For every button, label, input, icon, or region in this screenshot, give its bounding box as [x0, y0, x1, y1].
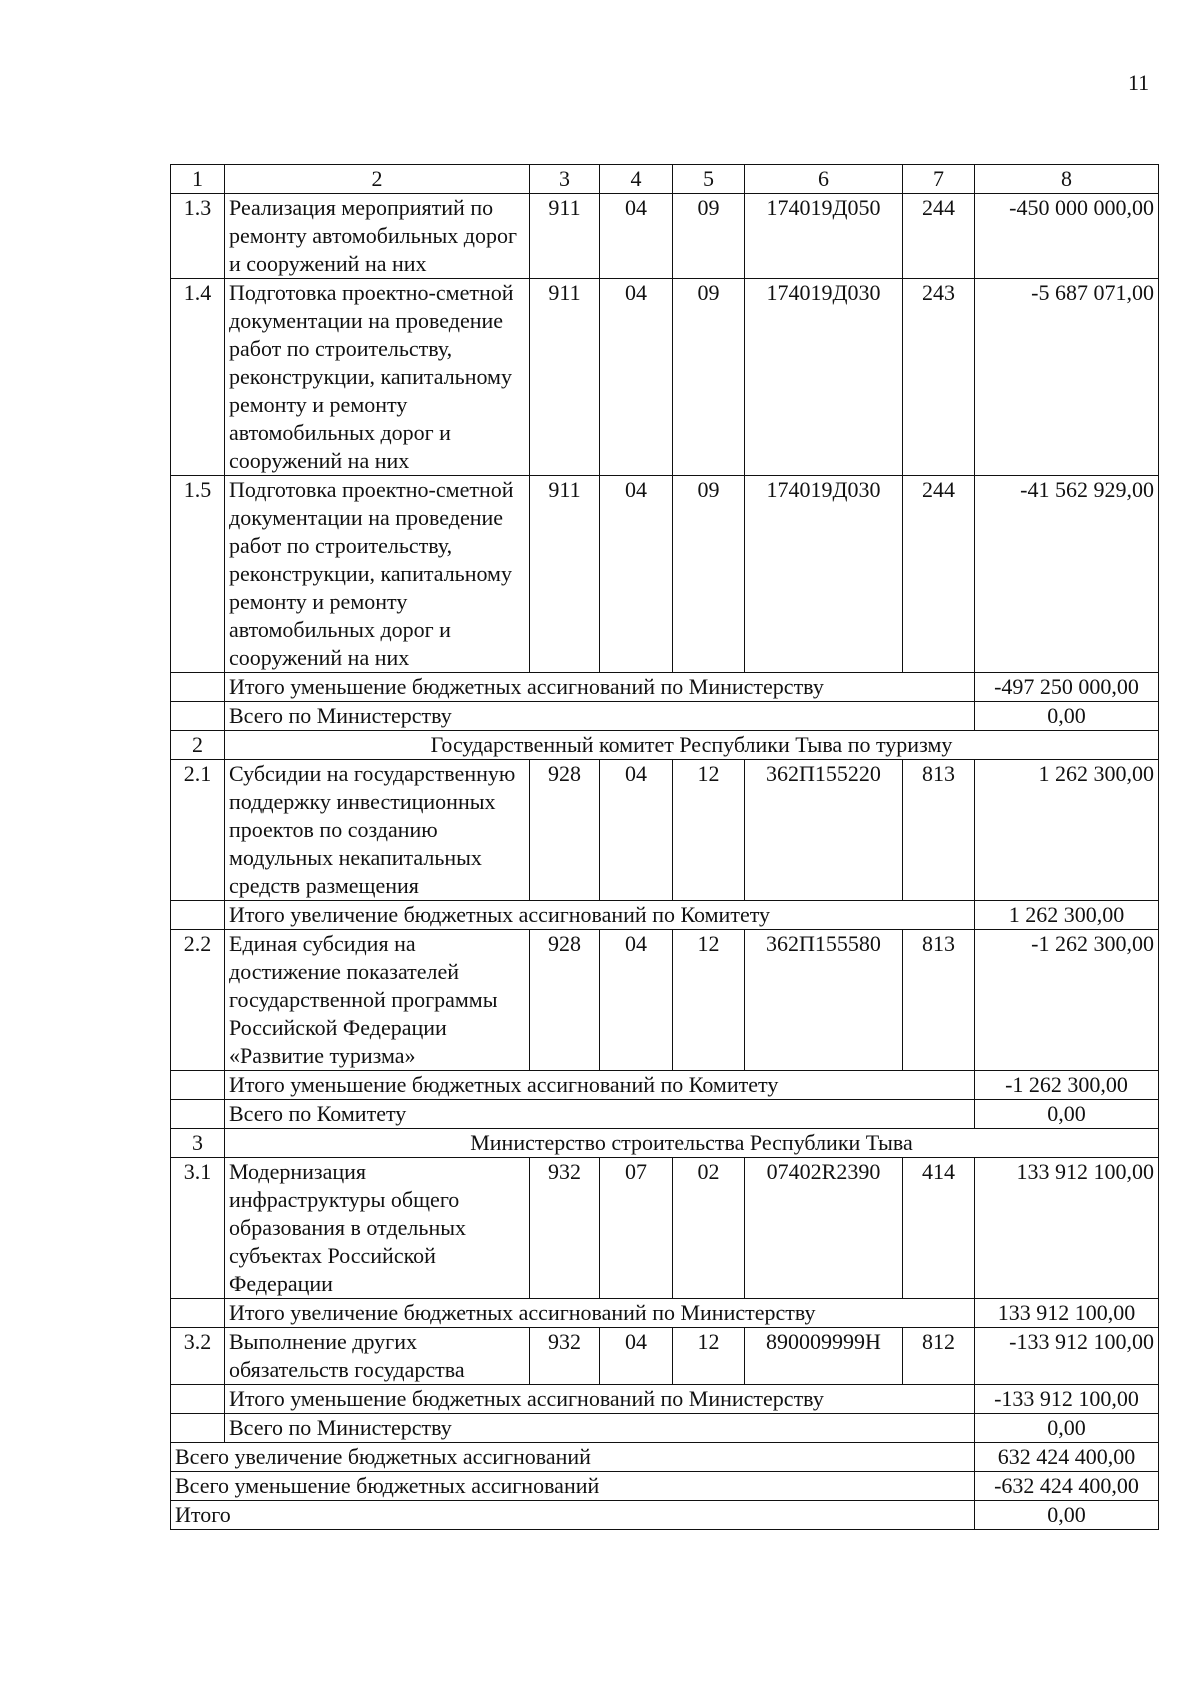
column-number-header-row [171, 165, 1159, 194]
target-article-code: 174019Д050 [745, 194, 903, 279]
item-name: Единая субсидия на достижение показателей государственной программы Российской Федерации «Развитие туризма» [225, 930, 530, 1071]
item-name: Выполнение других обязательств государства [225, 1328, 530, 1385]
ministry-code: 911 [530, 476, 600, 673]
expense-type-code: 812 [903, 1328, 975, 1385]
amount: 1 262 300,00 [975, 760, 1159, 901]
subsection-code: 09 [673, 476, 745, 673]
grand-total-amount: -632 424 400,00 [975, 1472, 1159, 1501]
subtotal-row [171, 1100, 1159, 1129]
section-code: 04 [600, 194, 673, 279]
expense-type-code: 414 [903, 1158, 975, 1299]
page-number: 11 [1128, 70, 1150, 95]
empty-cell [171, 1299, 225, 1328]
subtotal-row [171, 1071, 1159, 1100]
section-code: 04 [600, 760, 673, 901]
target-article-code: 174019Д030 [745, 279, 903, 476]
column-header: 6 [745, 165, 903, 194]
budget-item-row [171, 279, 1159, 476]
item-number: 2.2 [171, 930, 225, 1071]
target-article-code: 174019Д030 [745, 476, 903, 673]
item-name: Реализация мероприятий по ремонту автомобильных дорог и сооружений на них [225, 194, 530, 279]
subtotal-label: Итого уменьшение бюджетных ассигнований по Министерству [225, 1385, 975, 1414]
ministry-code: 928 [530, 760, 600, 901]
amount: -450 000 000,00 [975, 194, 1159, 279]
subtotal-row [171, 1414, 1159, 1443]
subtotal-amount: -133 912 100,00 [975, 1385, 1159, 1414]
grand-total-amount: 632 424 400,00 [975, 1443, 1159, 1472]
item-name: Подготовка проектно-сметной документации на проведение работ по строительству, реконструкции, капитальному ремонту и ремонту автомобильных дорог и сооружений на них [225, 279, 530, 476]
subtotal-amount: 1 262 300,00 [975, 901, 1159, 930]
subtotal-amount: -497 250 000,00 [975, 673, 1159, 702]
empty-cell [171, 1414, 225, 1443]
subtotal-amount: 0,00 [975, 702, 1159, 731]
subtotal-row [171, 673, 1159, 702]
subtotal-row [171, 702, 1159, 731]
subtotal-label: Всего по Министерству [225, 1414, 975, 1443]
section-code: 07 [600, 1158, 673, 1299]
empty-cell [171, 1385, 225, 1414]
budget-item-row [171, 760, 1159, 901]
column-header: 5 [673, 165, 745, 194]
subsection-code: 12 [673, 1328, 745, 1385]
grand-total-row [171, 1443, 1159, 1472]
amount: -5 687 071,00 [975, 279, 1159, 476]
ministry-code: 911 [530, 194, 600, 279]
section-number: 3 [171, 1129, 225, 1158]
empty-cell [171, 1071, 225, 1100]
ministry-code: 911 [530, 279, 600, 476]
item-name: Модернизация инфраструктуры общего образования в отдельных субъектах Российской Федерации [225, 1158, 530, 1299]
subtotal-label: Итого уменьшение бюджетных ассигнований по Министерству [225, 673, 975, 702]
subtotal-amount: 0,00 [975, 1100, 1159, 1129]
amount: -133 912 100,00 [975, 1328, 1159, 1385]
subsection-code: 02 [673, 1158, 745, 1299]
grand-total-row [171, 1501, 1159, 1530]
ministry-code: 932 [530, 1158, 600, 1299]
target-article-code: 362П155580 [745, 930, 903, 1071]
item-number: 1.5 [171, 476, 225, 673]
grand-total-label: Всего увеличение бюджетных ассигнований [171, 1443, 975, 1472]
budget-item-row [171, 194, 1159, 279]
empty-cell [171, 901, 225, 930]
column-header: 8 [975, 165, 1159, 194]
subtotal-label: Всего по Комитету [225, 1100, 975, 1129]
expense-type-code: 813 [903, 760, 975, 901]
column-header: 4 [600, 165, 673, 194]
grand-total-label: Всего уменьшение бюджетных ассигнований [171, 1472, 975, 1501]
column-header: 3 [530, 165, 600, 194]
subtotal-label: Итого увеличение бюджетных ассигнований по Комитету [225, 901, 975, 930]
subtotal-amount: -1 262 300,00 [975, 1071, 1159, 1100]
grand-total-amount: 0,00 [975, 1501, 1159, 1530]
subsection-code: 09 [673, 279, 745, 476]
grand-total-label: Итого [171, 1501, 975, 1530]
column-header: 1 [171, 165, 225, 194]
subtotal-row [171, 901, 1159, 930]
ministry-code: 928 [530, 930, 600, 1071]
expense-type-code: 243 [903, 279, 975, 476]
amount: 133 912 100,00 [975, 1158, 1159, 1299]
amount: -41 562 929,00 [975, 476, 1159, 673]
section-header-row [171, 1129, 1159, 1158]
item-number: 3.2 [171, 1328, 225, 1385]
section-title: Министерство строительства Республики Тыва [225, 1129, 1159, 1158]
item-name: Субсидии на государственную поддержку инвестиционных проектов по созданию модульных некапитальных средств размещения [225, 760, 530, 901]
target-article-code: 07402R2390 [745, 1158, 903, 1299]
column-header: 2 [225, 165, 530, 194]
expense-type-code: 244 [903, 476, 975, 673]
budget-item-row [171, 476, 1159, 673]
subsection-code: 09 [673, 194, 745, 279]
section-code: 04 [600, 279, 673, 476]
subtotal-amount: 0,00 [975, 1414, 1159, 1443]
subtotal-label: Всего по Министерству [225, 702, 975, 731]
empty-cell [171, 673, 225, 702]
section-code: 04 [600, 1328, 673, 1385]
ministry-code: 932 [530, 1328, 600, 1385]
target-article-code: 890009999Н [745, 1328, 903, 1385]
empty-cell [171, 702, 225, 731]
column-header: 7 [903, 165, 975, 194]
item-number: 2.1 [171, 760, 225, 901]
budget-allocation-table [170, 164, 1159, 1530]
subtotal-row [171, 1385, 1159, 1414]
budget-item-row [171, 930, 1159, 1071]
grand-total-row [171, 1472, 1159, 1501]
item-number: 3.1 [171, 1158, 225, 1299]
section-code: 04 [600, 930, 673, 1071]
subtotal-label: Итого увеличение бюджетных ассигнований по Министерству [225, 1299, 975, 1328]
empty-cell [171, 1100, 225, 1129]
budget-item-row [171, 1158, 1159, 1299]
subtotal-amount: 133 912 100,00 [975, 1299, 1159, 1328]
item-number: 1.4 [171, 279, 225, 476]
target-article-code: 362П155220 [745, 760, 903, 901]
item-name: Подготовка проектно-сметной документации на проведение работ по строительству, реконструкции, капитальному ремонту и ремонту автомобильных дорог и сооружений на них [225, 476, 530, 673]
section-header-row [171, 731, 1159, 760]
section-title: Государственный комитет Республики Тыва по туризму [225, 731, 1159, 760]
section-code: 04 [600, 476, 673, 673]
subsection-code: 12 [673, 760, 745, 901]
subtotal-row [171, 1299, 1159, 1328]
expense-type-code: 244 [903, 194, 975, 279]
budget-item-row [171, 1328, 1159, 1385]
subsection-code: 12 [673, 930, 745, 1071]
expense-type-code: 813 [903, 930, 975, 1071]
item-number: 1.3 [171, 194, 225, 279]
amount: -1 262 300,00 [975, 930, 1159, 1071]
section-number: 2 [171, 731, 225, 760]
subtotal-label: Итого уменьшение бюджетных ассигнований по Комитету [225, 1071, 975, 1100]
